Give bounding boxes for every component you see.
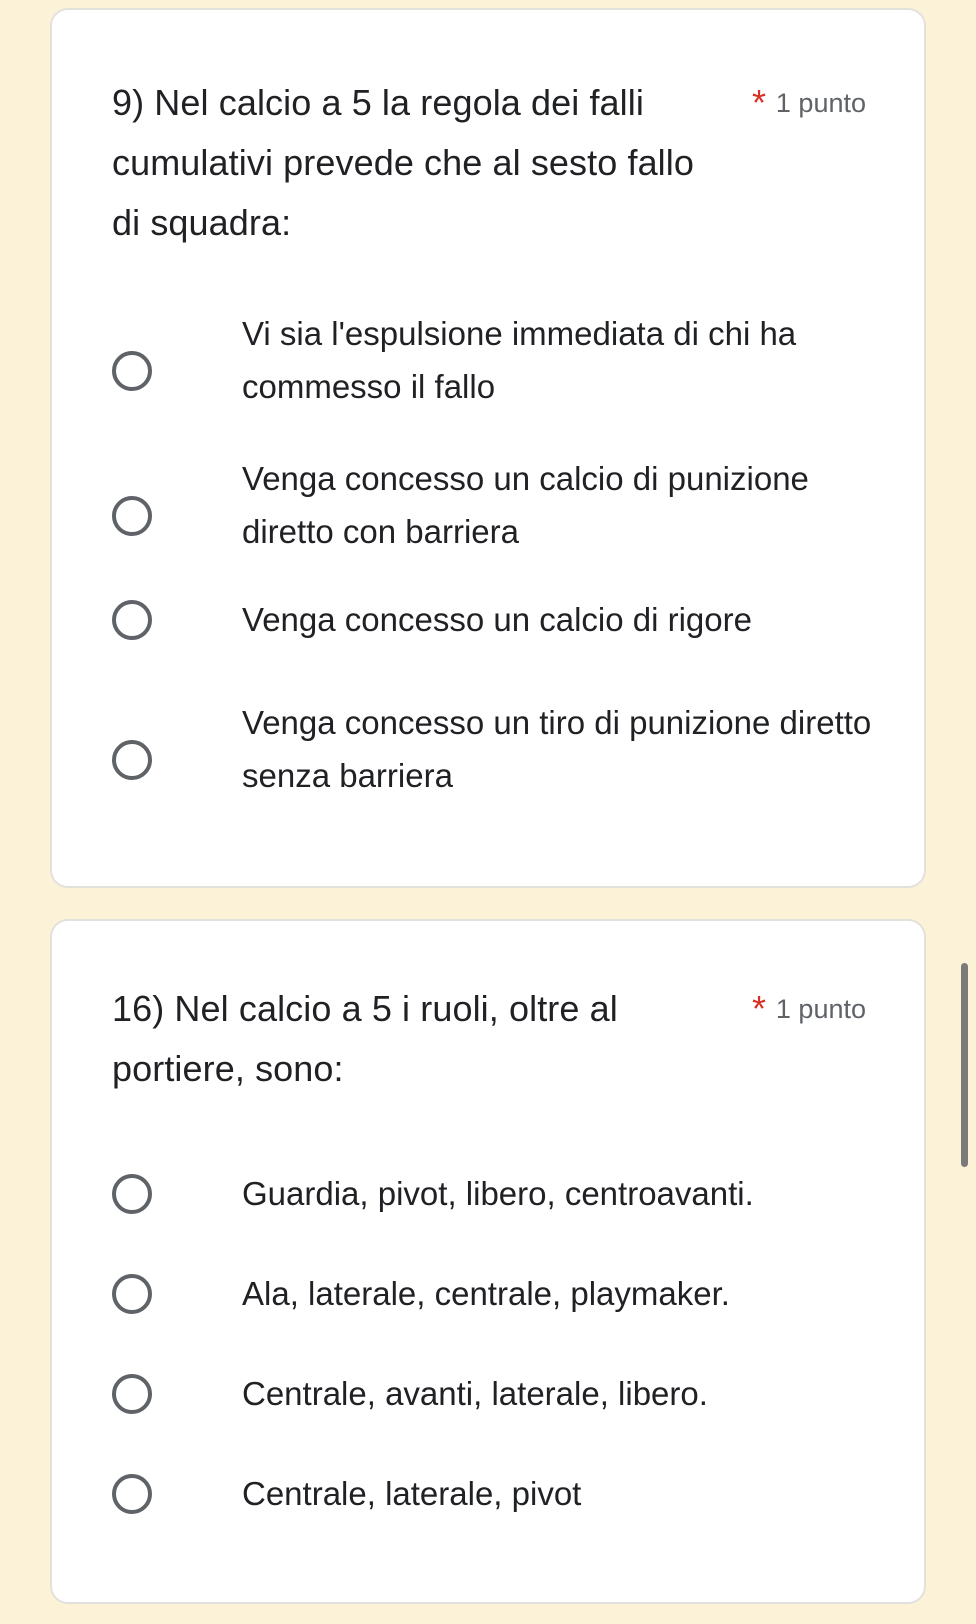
- radio-button[interactable]: [112, 1274, 152, 1314]
- question-card-9: [50, 8, 926, 888]
- question-header: [112, 979, 866, 1099]
- radio-button[interactable]: [112, 351, 152, 391]
- required-asterisk: *: [751, 82, 766, 123]
- radio-button[interactable]: [112, 740, 152, 780]
- radio-button[interactable]: [112, 1474, 152, 1514]
- option-label[interactable]: Centrale, avanti, laterale, libero.: [242, 1375, 708, 1412]
- radio-button[interactable]: [112, 1374, 152, 1414]
- question-title: 9) Nel calcio a 5 la regola dei falli cumulativi prevede che al sesto fallo di squadra:: [112, 82, 695, 243]
- radio-button[interactable]: [112, 600, 152, 640]
- option-label[interactable]: Vi sia l'espulsione immediata di chi ha commesso il fallo: [242, 315, 797, 405]
- question-points: 1 punto: [775, 994, 866, 1024]
- question-header: [112, 73, 866, 253]
- option-label[interactable]: Venga concesso un tiro di punizione diretto senza barriera: [242, 704, 872, 794]
- option-label[interactable]: Venga concesso un calcio di rigore: [242, 601, 752, 638]
- radio-button[interactable]: [112, 1174, 152, 1214]
- radio-button[interactable]: [112, 496, 152, 536]
- scrollbar-thumb[interactable]: [961, 963, 968, 1167]
- question-title: 16) Nel calcio a 5 i ruoli, oltre al portiere, sono:: [112, 988, 618, 1089]
- question-points: 1 punto: [775, 88, 866, 118]
- option-label[interactable]: Guardia, pivot, libero, centroavanti.: [242, 1175, 754, 1212]
- option-label[interactable]: Venga concesso un calcio di punizione diretto con barriera: [242, 460, 809, 550]
- option-label[interactable]: Centrale, laterale, pivot: [242, 1475, 582, 1512]
- question-card-16: [50, 919, 926, 1604]
- option-label[interactable]: Ala, laterale, centrale, playmaker.: [242, 1275, 730, 1312]
- required-asterisk: *: [751, 988, 766, 1029]
